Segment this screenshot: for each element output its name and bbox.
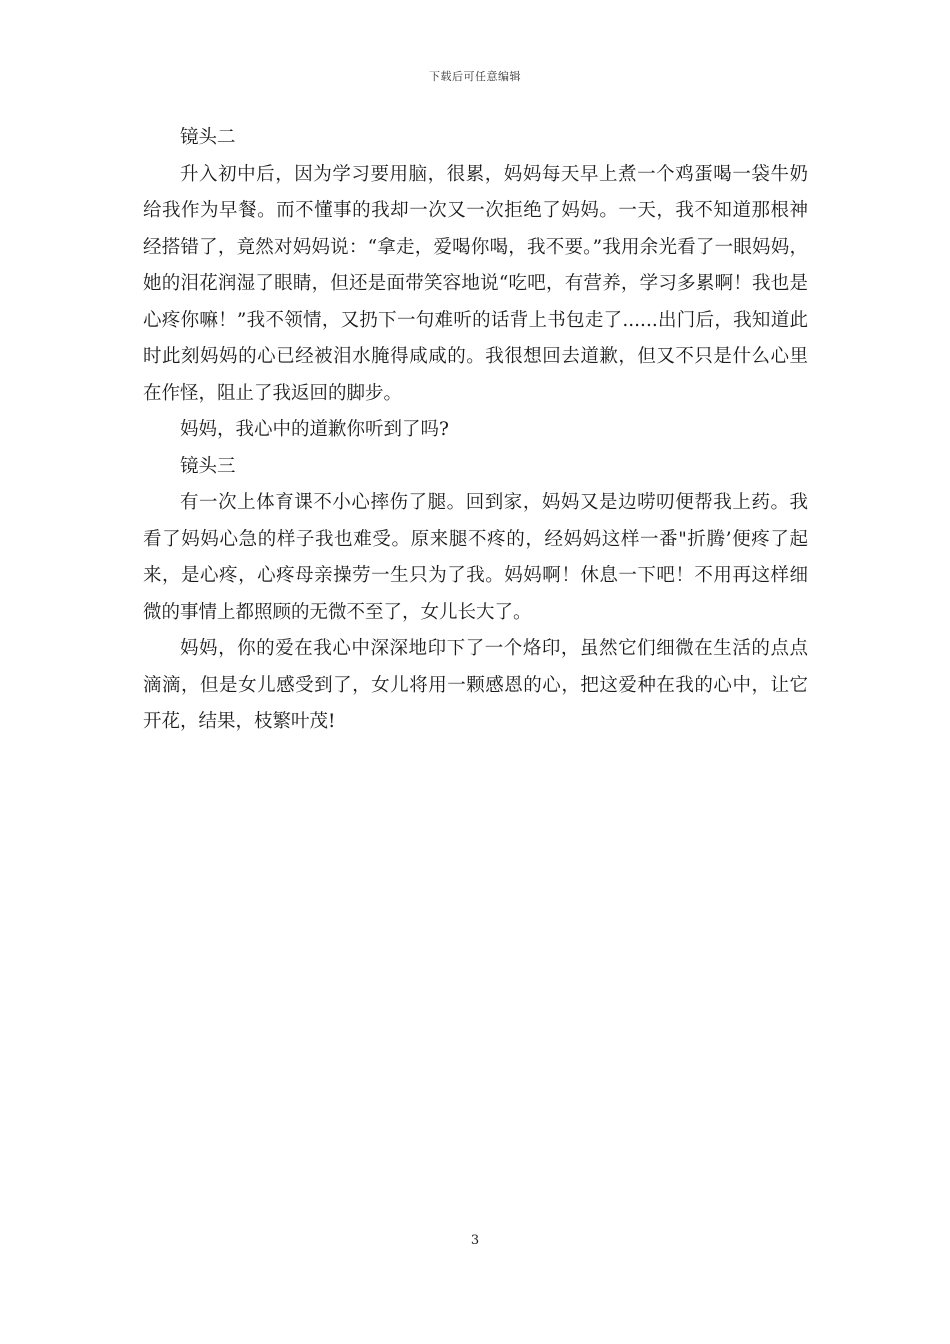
document-body — [143, 120, 808, 741]
section-heading-shot-two: 镜头二 — [180, 127, 236, 148]
page-header: 下载后可任意编辑 — [429, 70, 521, 83]
body-paragraph: 有一次上体育课不小心摔伤了腿。回到家，妈妈又是边唠叨便帮我上药。我看了妈妈心急的样子我也难受。原来腿不疼的，经妈妈这样一番"折腾’便疼了起来，是心疼，心疼母亲操劳一生只为了我。妈妈啊！休息一下吧！不用再这样细微的事情上都照顾的无微不至了，女儿长大了。 — [143, 492, 808, 623]
body-paragraph: 升入初中后，因为学习要用脑，很累，妈妈每天早上煮一个鸡蛋喝一袋牛奶给我作为早餐。而不懂事的我却一次又一次拒绝了妈妈。一天，我不知道那根神经搭错了，竟然对妈妈说：“拿走，爱喝你喝，我不要。”我用余光看了一眼妈妈，她的泪花润湿了眼睛，但还是面带笑容地说“吃吧，有营养，学习多累啊！我也是心疼你嘛！”我不领情，又扔下一句难听的话背上书包走了......出门后，我知道此时此刻妈妈的心已经被泪水腌得咸咸的。我很想回去道歉，但又不只是什么心里在作怪，阻止了我返回的脚步。 — [143, 163, 808, 404]
body-paragraph: 妈妈，我心中的道歉你听到了吗? — [180, 419, 449, 440]
body-paragraph: 妈妈，你的爱在我心中深深地印下了一个烙印，虽然它们细微在生活的点点滴滴，但是女儿感受到了，女儿将用一颗感恩的心，把这爱种在我的心中，让它开花，结果，枝繁叶茂! — [143, 638, 808, 732]
page-number: 3 — [470, 1233, 480, 1248]
section-heading-shot-three: 镜头三 — [180, 455, 236, 477]
